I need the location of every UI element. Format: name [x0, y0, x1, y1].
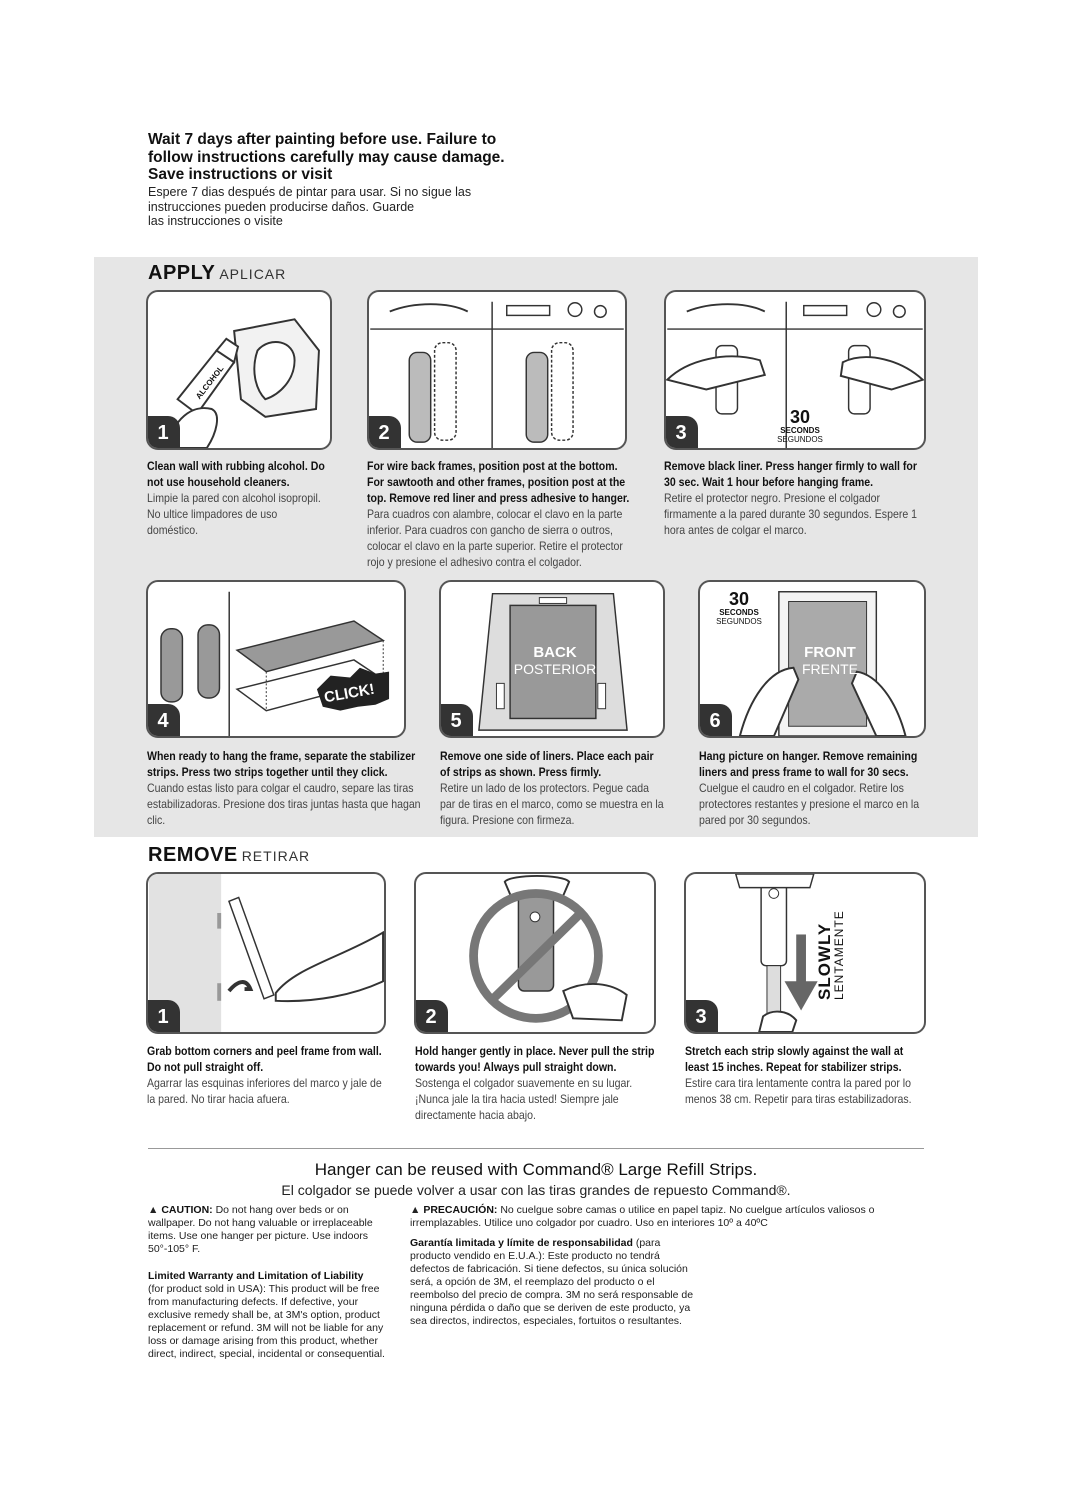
remove-heading — [148, 844, 310, 867]
slowly-label-block — [816, 910, 846, 1000]
apply-step-4-illustration — [146, 580, 406, 738]
seconds-number-2: 30 — [728, 589, 750, 609]
click-label: CLICK! — [322, 680, 376, 707]
remove-step-1-illustration — [146, 872, 386, 1034]
garantia-text: (para producto vendido en E.U.A.): Este producto no tendrá defectos de fabricación. Si tiene defectos, su única solución será, a opción de 3M, el reemplazo del producto o el reembolso del precio de compra. 3M no será responsable de ninguna pérdida o daño que se deriven de este producto, ya sea directos, indirectos, especiales, fortuitos o resultantes. — [410, 1237, 694, 1327]
seconds-es: SEGUNDOS — [777, 435, 823, 444]
peel-frame-icon — [148, 874, 384, 1032]
stretch-down-icon — [686, 874, 924, 1032]
apply-step-3-badge: 3 — [664, 416, 698, 450]
remove-subtitle: RETIRAR — [241, 848, 311, 864]
front-label-block — [790, 644, 870, 677]
remove-step-2-illustration — [414, 872, 656, 1034]
apply-step-1-caption — [147, 458, 327, 538]
seconds-timer-2 — [708, 590, 770, 626]
apply-step-1-es: Limpie la pared con alcohol isopropil. No ultice limpadores de uso doméstico. — [147, 491, 321, 537]
apply-step-3-illustration — [664, 290, 926, 450]
intro-warning — [148, 131, 568, 184]
intro-es-line-1: Espere 7 dias después de pintar para usar. Si no sigue las — [148, 185, 472, 199]
apply-step-6-en: Hang picture on hanger. Remove remaining liners and press frame to wall for 30 secs. — [699, 749, 918, 779]
hanger-strip-icon — [369, 292, 625, 448]
apply-step-2-badge: 2 — [367, 416, 401, 450]
apply-step-6-caption — [699, 748, 929, 828]
remove-step-1-en: Grab bottom corners and peel frame from wall. Do not pull straight off. — [147, 1044, 382, 1074]
seconds-es-2: SEGUNDOS — [716, 617, 762, 626]
apply-step-6-illustration — [698, 580, 926, 738]
apply-step-4-badge: 4 — [146, 704, 180, 738]
reuse-note-es: El colgador se puede volver a usar con las tiras grandes de repuesto Command®. — [281, 1182, 791, 1198]
intro-es-line-2: instrucciones pueden producirse daños. Guarde — [148, 199, 415, 214]
apply-step-1-illustration — [146, 290, 332, 450]
intro-line-1: Wait 7 days after painting before use. Failure to — [148, 131, 497, 148]
back-label: BACK — [533, 644, 577, 661]
apply-step-5-es: Retire un lado de los protectors. Pegue cada par de tiras en el marco, como se muestra en la figura. Presione con firmeza. — [440, 781, 664, 827]
remove-step-1-caption — [147, 1043, 387, 1107]
apply-step-6-badge: 6 — [698, 704, 732, 738]
front-label: FRONT — [804, 644, 856, 661]
remove-step-3-en: Stretch each strip slowly against the wall at least 15 inches. Repeat for stabilizer strips. — [685, 1044, 904, 1074]
precaucion-text: No cuelgue sobre camas o utilice en papel tapiz. No cuelgue artículos valiosos o irremplazables. Utilice uno colgador por cuadro. Uso en interiores 10º a 40ºC — [410, 1204, 875, 1229]
apply-step-1-badge: 1 — [146, 416, 180, 450]
warning-icon: ▲ — [148, 1204, 159, 1216]
apply-heading — [148, 262, 286, 285]
remove-step-1-badge: 1 — [146, 1000, 180, 1034]
seconds-en-2: SECONDS — [719, 608, 759, 617]
front-label-es: FRENTE — [802, 661, 858, 677]
garantia-title: Garantía limitada y límite de responsabilidad — [410, 1237, 633, 1249]
caution-label: CAUTION: — [161, 1204, 213, 1216]
remove-step-2-caption — [415, 1043, 665, 1123]
alcohol-label: ALCOHOL — [194, 364, 226, 401]
warranty-es-block — [410, 1237, 695, 1328]
apply-step-5-en: Remove one side of liners. Place each pair of strips as shown. Press firmly. — [440, 749, 654, 779]
apply-step-2-es: Para cuadros con alambre, colocar el clavo en la parte inferior. Para cuadros con gancho de sierra o outros, colocar el clavo en la parte superior. Retire el protector rojo y presione el adhesivo contra el colgador. — [367, 507, 623, 569]
intro-es-line-3: las instrucciones o visite — [148, 214, 283, 228]
warning-icon-es: ▲ — [410, 1204, 421, 1216]
apply-step-4-es: Cuando estas listo para colgar el caudro, separe las tiras estabilizadoras. Presione dos tiras juntas hasta que hagan clic. — [147, 781, 421, 827]
no-pull-icon — [416, 874, 654, 1032]
slowly-en: SLOWLY — [815, 922, 834, 1000]
apply-step-5-badge: 5 — [439, 704, 473, 738]
slowly-es: LENTAMENTE — [832, 910, 846, 1000]
apply-step-4-caption — [147, 748, 423, 828]
seconds-timer — [770, 408, 830, 444]
remove-title: REMOVE — [148, 844, 238, 866]
apply-title: APPLY — [148, 262, 216, 284]
intro-line-2: follow instructions carefully may cause damage. — [148, 148, 505, 166]
apply-step-2-illustration — [367, 290, 627, 450]
footer-divider — [148, 1148, 924, 1149]
intro-line-3: Save instructions or visit — [148, 166, 333, 183]
apply-step-4-en: When ready to hang the frame, separate the stabilizer strips. Press two strips together until they click. — [147, 749, 416, 779]
stabilizer-strips-icon — [148, 582, 404, 736]
apply-step-1-en: Clean wall with rubbing alcohol. Do not use household cleaners. — [147, 459, 325, 489]
back-label-block — [511, 644, 599, 677]
remove-step-3-es: Estire cara tira lentamente contra la pared por lo menos 38 cm. Repetir para tiras estabilizadoras. — [685, 1076, 912, 1106]
remove-step-1-es: Agarrar las esquinas inferiores del marco y jale de la pared. No tirar hacia afuera. — [147, 1076, 382, 1106]
remove-step-3-illustration — [684, 872, 926, 1034]
back-label-es: POSTERIOR — [513, 661, 597, 677]
apply-step-2-en: For wire back frames, position post at the bottom. For sawtooth and other frames, position post at the top. Remove red liner and press adhesive to hanger. — [367, 459, 630, 505]
reuse-note-en: Hanger can be reused with Command® Large Refill Strips. — [314, 1160, 758, 1179]
caution-text: Do not hang over beds or on wallpaper. Do not hang valuable or irreplaceable items. Use one hanger per picture. Use indoors 50°-105° F. — [148, 1204, 373, 1255]
apply-step-3-caption — [664, 458, 930, 538]
apply-step-5-illustration — [439, 580, 665, 738]
remove-step-2-en: Hold hanger gently in place. Never pull the strip towards you! Always pull straight down. — [415, 1044, 655, 1074]
intro-warning-es — [148, 185, 508, 229]
remove-step-3-badge: 3 — [684, 1000, 718, 1034]
apply-step-3-es: Retire el protector negro. Presione el colgador firmamente a la pared durante 30 segundos. Espere 1 hora antes de colgar el marco. — [664, 491, 918, 537]
apply-subtitle: APLICAR — [219, 266, 287, 282]
precaucion-label: PRECAUCIÓN: — [423, 1204, 498, 1216]
seconds-number: 30 — [789, 407, 811, 427]
apply-step-5-caption — [440, 748, 665, 828]
warranty-text: (for product sold in USA): This product will be free from manufacturing defects. If defective, your exclusive remedy shall be, at 3M's option, product replacement or refund. 3M will not be liable for any loss or damage arising from this product, whether direct, indirect, special, incidental or consequential. — [148, 1283, 385, 1360]
apply-step-6-es: Cuelgue el caudro en el colgador. Retire los protectores restantes y presione el marco en la pared por 30 segundos. — [699, 781, 920, 827]
apply-step-3-en: Remove black liner. Press hanger firmly to wall for 30 sec. Wait 1 hour before hanging frame. — [664, 459, 917, 489]
caution-en-block — [148, 1204, 388, 1256]
remove-step-3-caption — [685, 1043, 925, 1107]
remove-step-2-badge: 2 — [414, 1000, 448, 1034]
seconds-en: SECONDS — [780, 426, 820, 435]
apply-step-2-caption — [367, 458, 637, 570]
warranty-title: Limited Warranty and Limitation of Liability — [148, 1270, 364, 1282]
caution-es-block — [410, 1204, 926, 1230]
remove-step-2-es: Sostenga el colgador suavemente en su lugar. ¡Nunca jale la tira hacia usted! Siempre jale directamente hacia abajo. — [415, 1076, 633, 1122]
warranty-en-block — [148, 1270, 388, 1361]
